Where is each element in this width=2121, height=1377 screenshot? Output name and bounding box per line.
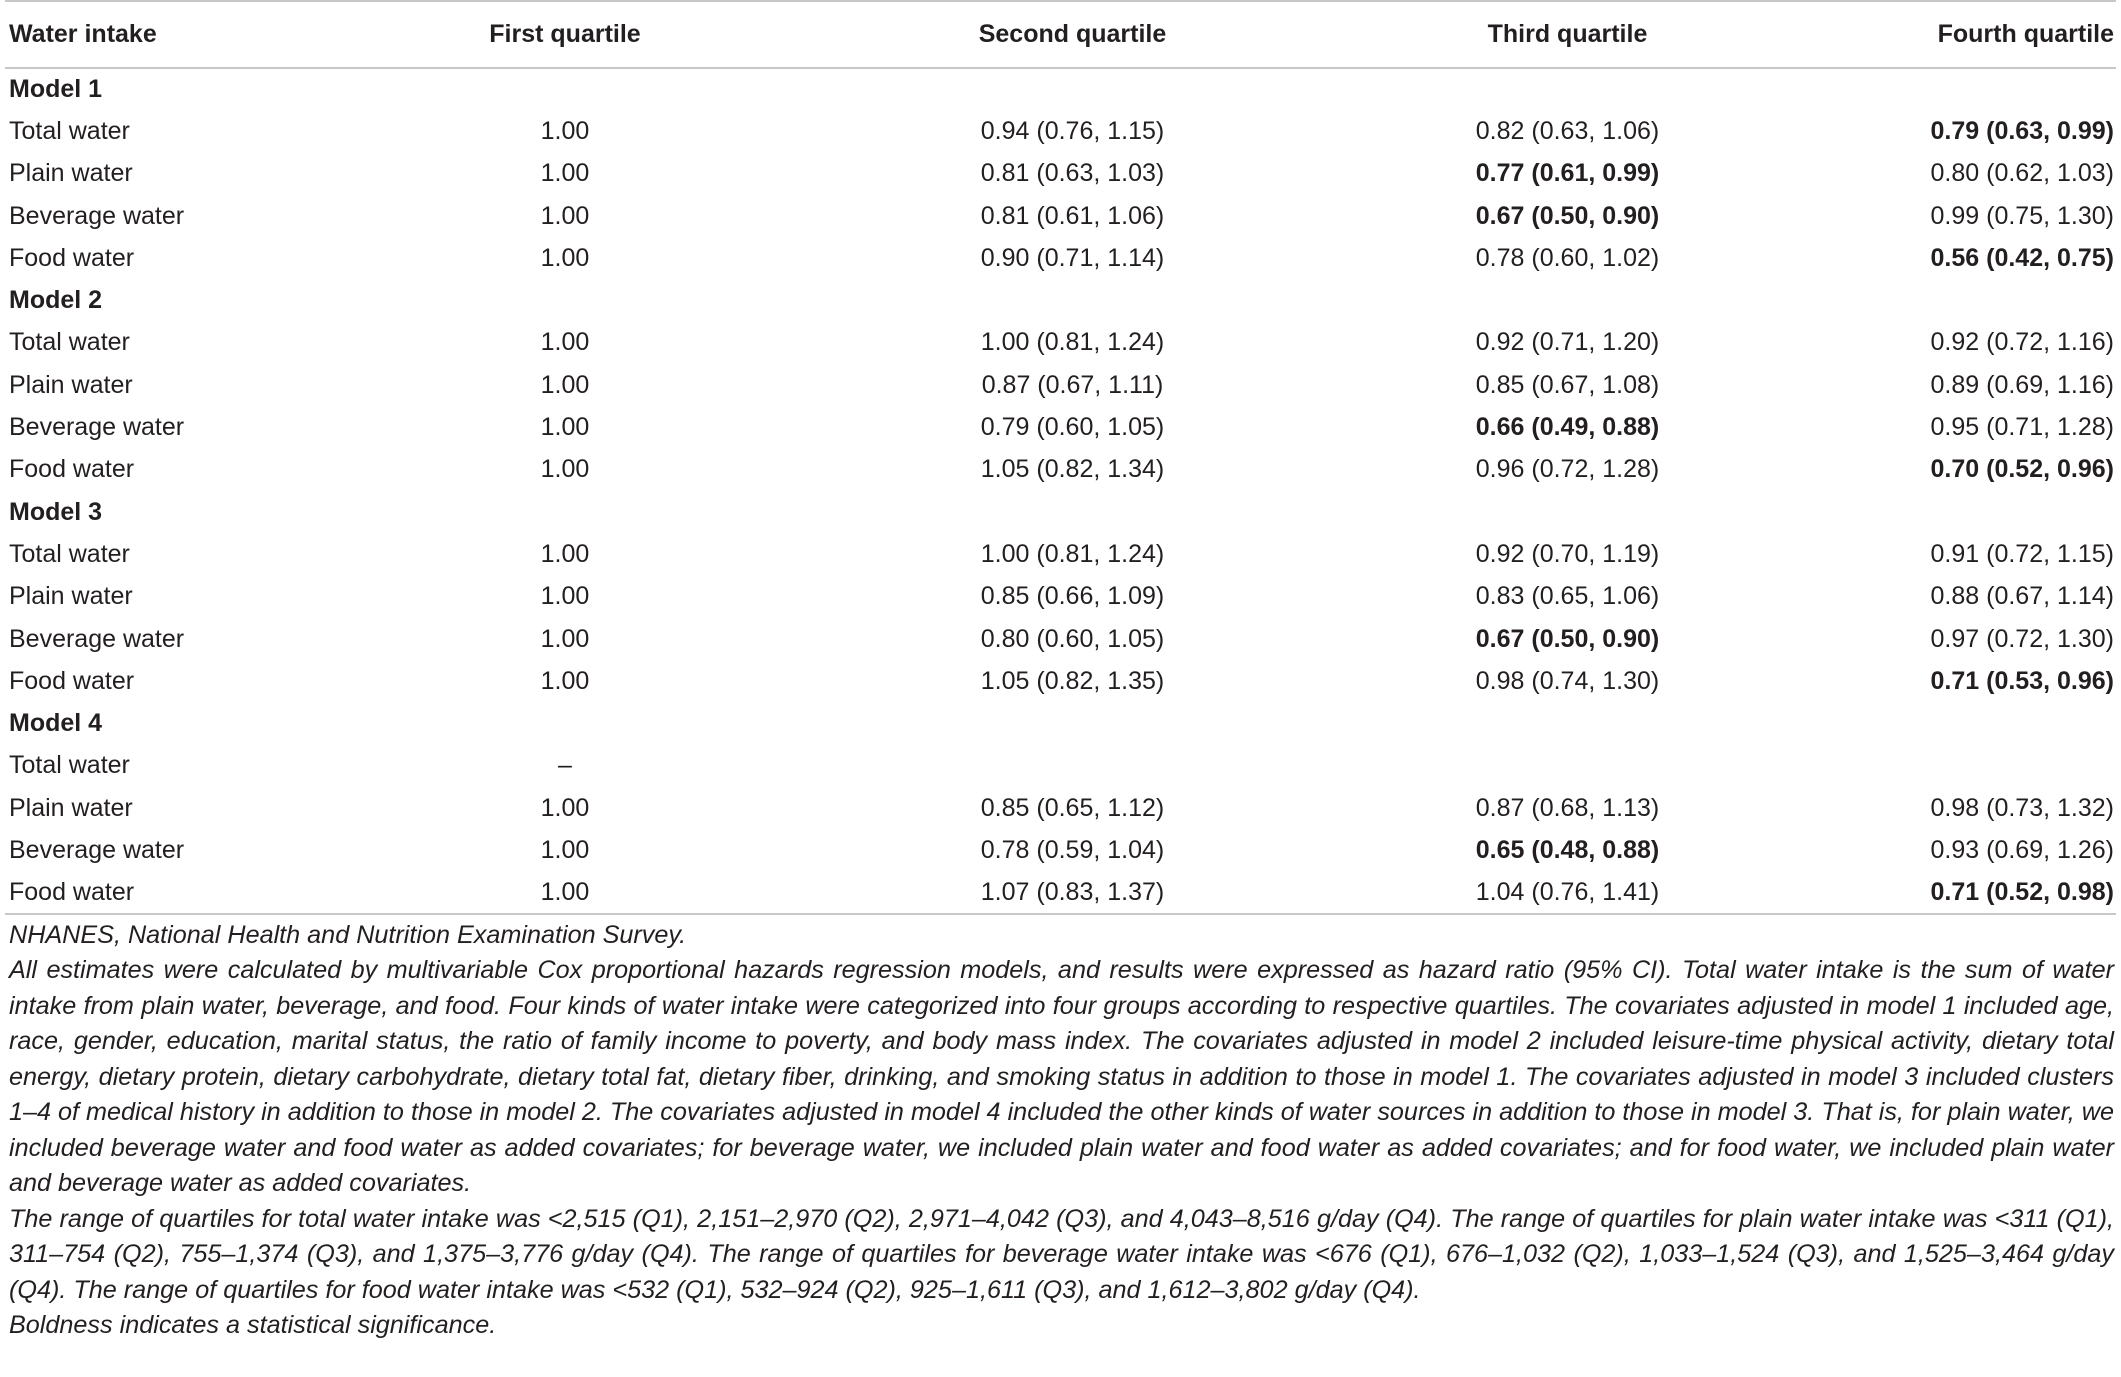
table-cell: 0.71 (0.53, 0.96)	[1930, 666, 2114, 695]
header-second-quartile: Second quartile	[978, 20, 1167, 48]
table-cell: 1.00	[540, 413, 590, 442]
table-cell: 0.80 (0.60, 1.05)	[980, 624, 1165, 653]
table-cell: 1.04 (0.76, 1.41)	[1475, 877, 1660, 906]
table-cell: 0.67 (0.50, 0.90)	[1475, 624, 1660, 653]
model-heading: Model 2	[9, 286, 103, 315]
table-cell: 0.79 (0.60, 1.05)	[980, 413, 1165, 442]
group-row	[5, 702, 2116, 744]
table-cell: 1.00	[540, 243, 590, 272]
header-row	[5, 1, 2116, 68]
table-cell: 0.97 (0.72, 1.30)	[1930, 624, 2114, 653]
table-row	[5, 576, 2116, 618]
row-label: Total water	[9, 751, 130, 780]
table-cell: 0.82 (0.63, 1.06)	[1475, 116, 1660, 145]
table-cell: 0.79 (0.63, 0.99)	[1930, 116, 2114, 145]
table-cell: 0.71 (0.52, 0.98)	[1930, 877, 2114, 906]
table-cell: 0.56 (0.42, 0.75)	[1930, 243, 2114, 272]
table-cell: 0.78 (0.60, 1.02)	[1475, 243, 1660, 272]
model-heading: Model 1	[9, 75, 103, 104]
table-cell: 0.81 (0.63, 1.03)	[980, 159, 1165, 188]
row-label: Beverage water	[9, 201, 185, 230]
table-cell: 0.65 (0.48, 0.88)	[1475, 835, 1660, 864]
table-cell: 0.85 (0.65, 1.12)	[980, 793, 1165, 822]
table-cell: 0.88 (0.67, 1.14)	[1930, 582, 2114, 611]
group-row	[5, 491, 2116, 533]
table-footnotes	[5, 918, 2116, 1344]
table-cell: 0.98 (0.74, 1.30)	[1475, 666, 1660, 695]
table-cell	[1320, 745, 1815, 787]
row-label: Beverage water	[9, 835, 185, 864]
footnote-quartile-ranges: The range of quartiles for total water intake was <2,515 (Q1), 2,151–2,970 (Q2), 2,971–4,042 (Q3), and 4,043–8,516 g/day (Q4). The range of quartiles for plain water intake was <311 (Q1), 311–754 (Q2), 755–1,374 (Q3), and 1,375–3,776 g/day (Q4). The range of quartiles for beverage water intake was <676 (Q1), 676–1,032 (Q2), 1,033–1,524 (Q3), and 1,525–3,464 g/day (Q4). The range of quartiles for food water intake was <532 (Q1), 532–924 (Q2), 925–1,611 (Q3), and 1,612–3,802 g/day (Q4).	[9, 1204, 2114, 1304]
table-cell: 0.99 (0.75, 1.30)	[1930, 201, 2114, 230]
footnote-methods: All estimates were calculated by multivariable Cox proportional hazards regression models, and results were expressed as hazard ratio (95% CI). Total water intake is the sum of water intake from plain water, beverage, and food. Four kinds of water intake were categorized into four groups according to respective quartiles. The covariates adjusted in model 1 included age, race, gender, education, marital status, the ratio of family income to poverty, and body mass index. The covariates adjusted in model 2 included leisure-time physical activity, dietary total energy, dietary protein, dietary carbohydrate, dietary total fat, dietary fiber, drinking, and smoking status in addition to those in model 1. The covariates adjusted in model 3 included clusters 1–4 of medical history in addition to those in model 2. The covariates adjusted in model 4 included the other kinds of water sources in addition to those in model 3. That is, for plain water, we included beverage water and food water as added covariates; for beverage water, we included plain water and food water as added covariates; and for food water, we included plain water and beverage water as added covariates.	[9, 956, 2114, 1198]
table-row	[5, 195, 2116, 237]
row-label: Food water	[9, 877, 135, 906]
table-cell: 0.87 (0.68, 1.13)	[1475, 793, 1660, 822]
table-row	[5, 745, 2116, 787]
row-label: Plain water	[9, 582, 133, 611]
table-cell: 0.87 (0.67, 1.11)	[981, 370, 1164, 399]
row-label: Plain water	[9, 793, 133, 822]
table-cell: 0.85 (0.66, 1.09)	[980, 582, 1165, 611]
table-cell: 1.00	[540, 455, 590, 484]
table-row	[5, 449, 2116, 491]
model-heading: Model 4	[9, 709, 103, 738]
table-row	[5, 364, 2116, 406]
table-cell: 0.67 (0.50, 0.90)	[1475, 201, 1660, 230]
table-cell: 1.00	[540, 370, 590, 399]
table-cell: 0.78 (0.59, 1.04)	[980, 835, 1165, 864]
hazard-ratio-table	[5, 0, 2116, 915]
row-label: Food water	[9, 455, 135, 484]
table-cell: 1.00	[540, 666, 590, 695]
table-row	[5, 110, 2116, 152]
table-cell: –	[558, 751, 572, 780]
table-row	[5, 237, 2116, 279]
header-water-intake: Water intake	[9, 20, 157, 48]
table-cell: 1.07 (0.83, 1.37)	[980, 877, 1165, 906]
row-label: Beverage water	[9, 413, 185, 442]
row-label: Total water	[9, 116, 130, 145]
row-label: Plain water	[9, 370, 133, 399]
table-cell: 1.00	[540, 582, 590, 611]
table-cell: 1.00	[540, 328, 590, 357]
table-row	[5, 872, 2116, 914]
table-cell: 0.91 (0.72, 1.15)	[1930, 539, 2114, 568]
table-cell: 1.05 (0.82, 1.34)	[980, 455, 1165, 484]
table-cell: 1.00	[540, 539, 590, 568]
table-row	[5, 829, 2116, 871]
footnote-boldness: Boldness indicates a statistical significance.	[9, 1311, 497, 1340]
table-cell: 0.80 (0.62, 1.03)	[1930, 159, 2114, 188]
table-cell: 1.00	[540, 624, 590, 653]
row-label: Food water	[9, 666, 135, 695]
table-row	[5, 787, 2116, 829]
table-cell: 1.00 (0.81, 1.24)	[980, 539, 1165, 568]
table-cell: 0.95 (0.71, 1.28)	[1930, 413, 2114, 442]
table-cell: 1.05 (0.82, 1.35)	[980, 666, 1165, 695]
table-cell: 0.92 (0.72, 1.16)	[1930, 328, 2114, 357]
table-cell: 0.77 (0.61, 0.99)	[1475, 159, 1660, 188]
table-header	[5, 1, 2116, 68]
row-label: Plain water	[9, 159, 133, 188]
table-cell: 1.00	[540, 835, 590, 864]
table-cell: 1.00 (0.81, 1.24)	[980, 328, 1165, 357]
table-body	[5, 68, 2116, 914]
row-label: Total water	[9, 328, 130, 357]
table-cell	[1815, 745, 2116, 787]
table-cell: 0.85 (0.67, 1.08)	[1475, 370, 1660, 399]
table-row	[5, 533, 2116, 575]
table-cell: 0.66 (0.49, 0.88)	[1475, 413, 1660, 442]
footnote-abbreviation: NHANES, National Health and Nutrition Examination Survey.	[9, 920, 687, 949]
table-cell: 0.93 (0.69, 1.26)	[1930, 835, 2114, 864]
table-row	[5, 322, 2116, 364]
row-label: Total water	[9, 539, 130, 568]
header-third-quartile: Third quartile	[1487, 20, 1648, 48]
header-fourth-quartile: Fourth quartile	[1937, 20, 2114, 48]
table-cell: 0.92 (0.71, 1.20)	[1475, 328, 1660, 357]
row-label: Beverage water	[9, 624, 185, 653]
table-cell: 1.00	[540, 201, 590, 230]
table-cell: 1.00	[540, 159, 590, 188]
table-cell: 0.81 (0.61, 1.06)	[980, 201, 1165, 230]
table-cell: 1.00	[540, 793, 590, 822]
table-cell	[825, 745, 1320, 787]
group-row	[5, 279, 2116, 321]
table-cell: 1.00	[540, 877, 590, 906]
table-row	[5, 153, 2116, 195]
table-row	[5, 618, 2116, 660]
model-heading: Model 3	[9, 497, 103, 526]
table-row	[5, 406, 2116, 448]
table-cell: 1.00	[540, 116, 590, 145]
group-row	[5, 68, 2116, 110]
table-cell: 0.96 (0.72, 1.28)	[1475, 455, 1660, 484]
table-cell: 0.70 (0.52, 0.96)	[1930, 455, 2114, 484]
header-first-quartile: First quartile	[489, 20, 641, 48]
table-row	[5, 660, 2116, 702]
table-cell: 0.90 (0.71, 1.14)	[980, 243, 1165, 272]
table-cell: 0.94 (0.76, 1.15)	[980, 116, 1165, 145]
table-cell: 0.83 (0.65, 1.06)	[1475, 582, 1660, 611]
row-label: Food water	[9, 243, 135, 272]
table-cell: 0.89 (0.69, 1.16)	[1930, 370, 2114, 399]
table-cell: 0.98 (0.73, 1.32)	[1930, 793, 2114, 822]
table-cell: 0.92 (0.70, 1.19)	[1475, 539, 1660, 568]
